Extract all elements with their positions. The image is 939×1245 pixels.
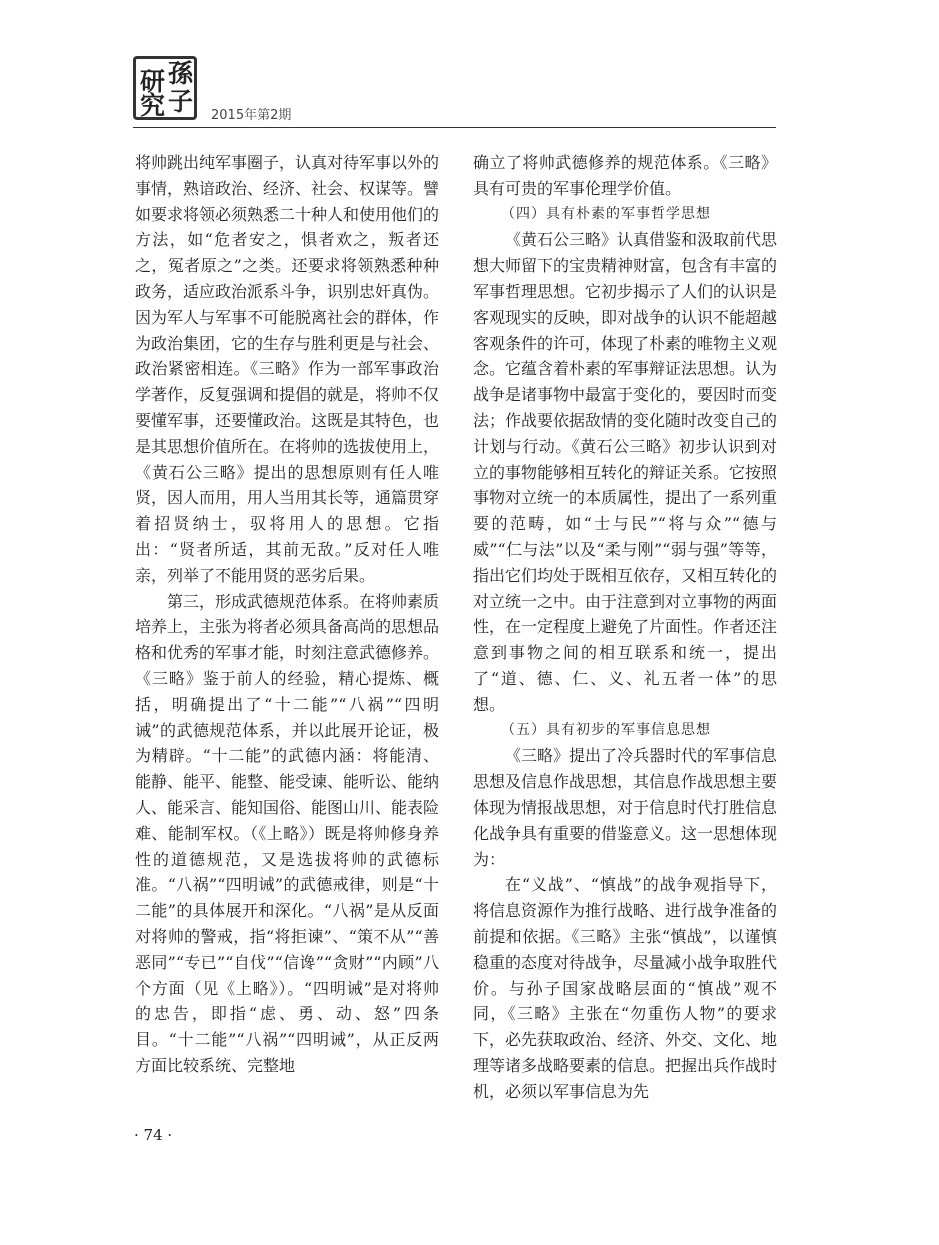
- right-column: [473, 150, 777, 1104]
- header-rule: [133, 127, 776, 128]
- section-heading: （四）具有朴素的军事哲学思想: [501, 205, 711, 222]
- section-heading: （五）具有初步的军事信息思想: [501, 721, 711, 738]
- paragraph: 第三，形成武德规范体系。在将帅素质培养上，主张为将者必须具备高尚的思想品格和优秀的军事才能，时刻注意武德修养。《三略》鉴于前人的经验，精心提炼、概括，明确提出了“十二能”“八祸”“四明诫”的武德规范体系，并以此展开论证，极为精辟。“十二能”的武德内涵：将能清、能静、能平、能整、能受谏、能听讼、能纳人、能采言、能知国俗、能图山川、能表险难、能制军权。（《上略》）既是将帅修身养性的道德规范，又是选拔将帅的武德标准。“八祸”“四明诫”的武德戒律，则是“十二能”的具体展开和深化。“八祸”是从反面对将帅的警戒，指“将拒谏”、“策不从”“善恶同”“专已”“自伐”“信谗”“贪财”“内顾”八个方面（见《上略》）。“四明诫”是对将帅的忠告，即指“虑、勇、动、怒”四条目。“十二能”“八祸”“四明诫”，从正反两方面比较系统、完整地: [135, 591, 440, 1075]
- paragraph: 《黄石公三略》认真借鉴和汲取前代思想大师留下的宝贵精神财富，包含有丰富的军事哲理思想。它初步揭示了人们的认识是客观现实的反映，即对战争的认识不能超越客观条件的许可，体现了朴素的唯物主义观念。它蕴含着朴素的军事辩证法思想。认为战争是诸事物中最富于变化的，要因时而变法；作战要依据敌情的变化随时改变自己的计划与行动。《黄石公三略》初步认识到对立的事物能够相互转化的辩证关系。它按照事物对立统一的本质属性，提出了一系列重要的范畴，如“士与民”“将与众”“德与威”“仁与法”以及“柔与刚”“弱与强”等等，指出它们均处于既相互依存，又相互转化的对立统一之中。由于注意到对立事物的两面性，在一定程度上避免了片面性。作者还注意到事物之间的相互联系和统一，提出了“道、德、仁、义、礼五者一体”的思想。: [473, 230, 778, 714]
- page-number: · 74 ·: [134, 1126, 173, 1144]
- paragraph: 在“义战”、“慎战”的战争观指导下，将信息资源作为推行战略、进行战争准备的前提和依据。《三略》主张“慎战”，以谨慎稳重的态度对待战争，尽量减小战争取胜代价。与孙子国家战略层面的“慎战”观不同，《三略》主张在“勿重伤人物”的要求下，必先获取政治、经济、外交、文化、地理等诸多战略要素的信息。把握出兵作战时机，必须以军事信息为先: [473, 875, 778, 1101]
- paragraph: 将帅跳出纯军事圈子，认真对待军事以外的事情，熟谙政治、经济、社会、权谋等。譬如要求将领必须熟悉二十种人和使用他们的方法，如“危者安之，惧者欢之，叛者还之，冤者原之”之类。还要求将领熟悉种种政务，适应政治派系斗争，识别忠奸真伪。因为军人与军事不可能脱离社会的群体，作为政治集团，它的生存与胜利更是与社会、政治紧密相连。《三略》作为一部军事政治学著作，反复强调和提倡的就是，将帅不仅要懂军事，还要懂政治。这既是其特色，也是其思想价值所在。在将帅的选拔使用上，《黄石公三略》提出的思想原则有任人唯贤，因人而用，用人当用其长等，通篇贯穿着招贤纳士，驭将用人的思想。它指出：“贤者所适，其前无敌。”反对任人唯亲，列举了不能用贤的恶劣后果。: [135, 153, 440, 585]
- issue-label: 2015年第2期: [211, 108, 292, 123]
- logo-char: 究: [140, 91, 166, 120]
- journal-logo: [133, 56, 197, 120]
- paragraph: 确立了将帅武德修养的规范体系。《三略》具有可贵的军事伦理学价值。: [473, 153, 777, 198]
- logo-char: 孫: [168, 59, 194, 88]
- logo-char: 子: [168, 87, 194, 116]
- left-column: [135, 150, 439, 1079]
- logo-char: 研: [140, 67, 166, 96]
- paragraph: 《三略》提出了冷兵器时代的军事信息思想及信息作战思想，其信息作战思想主要体现为情报战思想，对于信息时代打胜信息化战争具有重要的借鉴意义。这一思想体现为：: [473, 746, 778, 869]
